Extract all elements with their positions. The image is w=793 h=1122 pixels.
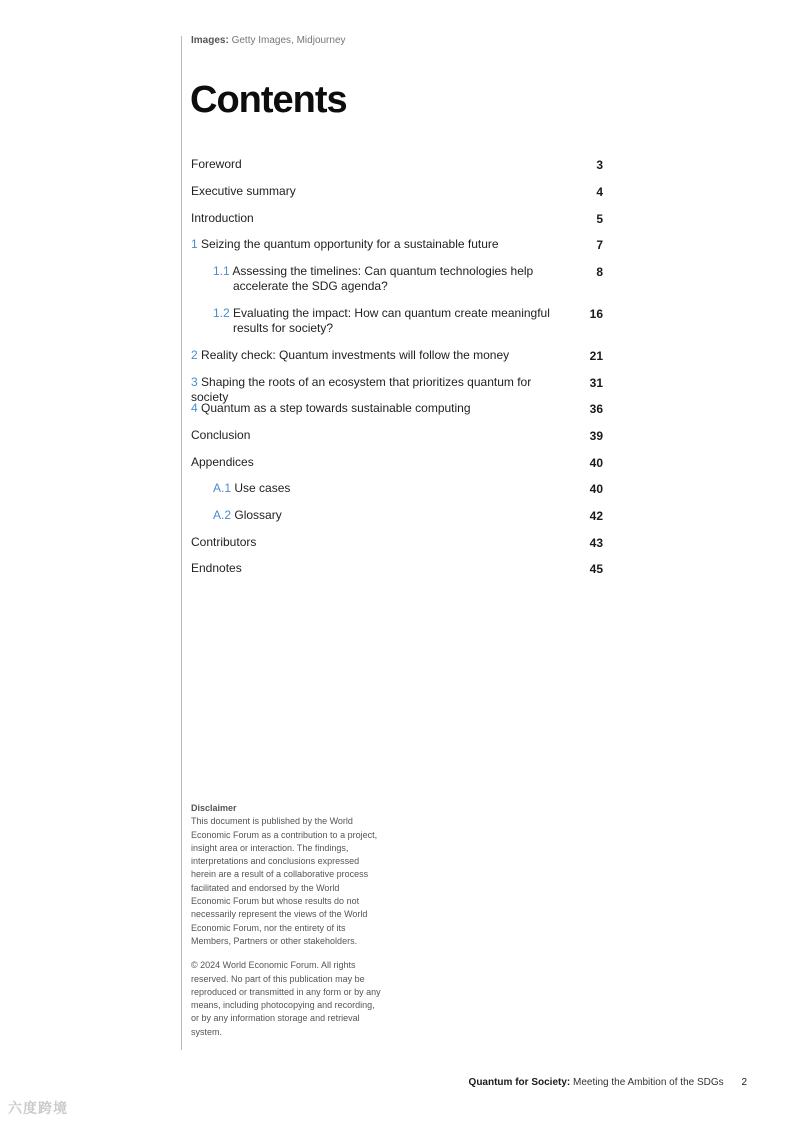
disclaimer — [191, 802, 381, 1039]
toc-entry-page: 4 — [596, 185, 603, 199]
toc-entry-appendix-a2[interactable] — [191, 508, 603, 523]
toc-entry-text: Introduction — [191, 211, 254, 225]
toc-entry-text: Conclusion — [191, 428, 251, 442]
toc-entry-text: Executive summary — [191, 184, 296, 198]
toc-entry-page: 3 — [596, 158, 603, 172]
toc-entry-page: 31 — [589, 376, 603, 390]
credits-label: Images: — [191, 35, 229, 46]
toc-entry-page: 36 — [589, 402, 603, 416]
toc-entry-text: Reality check: Quantum investments will follow the money — [201, 348, 510, 362]
toc-entry-text: Glossary — [234, 508, 282, 522]
footer-title-bold: Quantum for Society: — [468, 1077, 571, 1088]
toc-entry-page: 7 — [596, 238, 603, 252]
page-title: Contents — [190, 79, 347, 121]
toc-entry-text: Foreword — [191, 157, 242, 171]
toc-entry-number: 1.1 — [213, 264, 230, 278]
toc-entry-text: Endnotes — [191, 561, 242, 575]
toc-entry-appendices[interactable] — [191, 455, 603, 470]
toc-entry-endnotes[interactable] — [191, 561, 603, 576]
toc-entry-page: 45 — [589, 562, 603, 576]
footer-title-rest: Meeting the Ambition of the SDGs — [573, 1077, 724, 1088]
toc-entry-text: Appendices — [191, 455, 254, 469]
toc-entry-page: 42 — [589, 509, 603, 523]
toc-entry-page: 43 — [589, 536, 603, 550]
footer-page-number: 2 — [741, 1077, 747, 1088]
toc-entry-section-2[interactable] — [191, 348, 603, 363]
disclaimer-body: This document is published by the World Economic Forum as a contribution to a project, insight area or interaction. The findings, interpretations and conclusions expressed herein are a result of a collaborative process facilitated and endorsed by the World Economic Forum but whose results do not necessarily represent the views of the World Economic Forum, nor the entirety of its Members, Partners or other stakeholders. — [191, 816, 378, 946]
toc-entry-text: Use cases — [234, 481, 291, 495]
page-footer — [469, 1077, 747, 1088]
table-of-contents — [191, 157, 603, 576]
toc-entry-text: Assessing the timelines: Can quantum technologies help accelerate the SDG agenda? — [232, 264, 534, 293]
toc-entry-section-1[interactable] — [191, 237, 603, 252]
toc-entry-text: Shaping the roots of an ecosystem that prioritizes quantum for society — [191, 375, 532, 404]
image-credits — [191, 35, 346, 46]
toc-entry-number: 4 — [191, 401, 198, 415]
toc-entry-executive-summary[interactable] — [191, 184, 603, 199]
toc-entry-section-1-1[interactable] — [191, 264, 603, 294]
toc-entry-number: 2 — [191, 348, 198, 362]
disclaimer-heading: Disclaimer — [191, 803, 237, 813]
toc-entry-contributors[interactable] — [191, 535, 603, 550]
toc-entry-foreword[interactable] — [191, 157, 603, 172]
toc-entry-page: 8 — [596, 265, 603, 279]
toc-entry-text: Seizing the quantum opportunity for a sustainable future — [201, 237, 499, 251]
toc-entry-text: Contributors — [191, 535, 257, 549]
toc-entry-page: 16 — [589, 307, 603, 321]
toc-entry-section-4[interactable] — [191, 401, 603, 416]
toc-entry-page: 40 — [589, 482, 603, 496]
vertical-rule — [181, 36, 182, 1050]
toc-entry-conclusion[interactable] — [191, 428, 603, 443]
toc-entry-text: Quantum as a step towards sustainable computing — [201, 401, 471, 415]
toc-entry-appendix-a1[interactable] — [191, 481, 603, 496]
toc-entry-page: 21 — [589, 349, 603, 363]
toc-entry-page: 5 — [596, 212, 603, 226]
toc-entry-number: A.1 — [213, 481, 232, 495]
watermark: 六度跨境 — [8, 1100, 68, 1116]
toc-entry-number: 3 — [191, 375, 198, 389]
toc-entry-page: 40 — [589, 456, 603, 470]
toc-entry-page: 39 — [589, 429, 603, 443]
toc-entry-introduction[interactable] — [191, 211, 603, 226]
toc-entry-section-1-2[interactable] — [191, 306, 603, 336]
toc-entry-number: 1.2 — [213, 306, 230, 320]
toc-entry-number: A.2 — [213, 508, 232, 522]
toc-entry-number: 1 — [191, 237, 198, 251]
toc-entry-text: Evaluating the impact: How can quantum create meaningful results for society? — [233, 306, 550, 335]
credits-text: Getty Images, Midjourney — [231, 35, 346, 46]
copyright-notice: © 2024 World Economic Forum. All rights reserved. No part of this publication may be reproduced or transmitted in any form or by any means, including photocopying and recording, or by any information storage and retrieval system. — [191, 960, 381, 1037]
